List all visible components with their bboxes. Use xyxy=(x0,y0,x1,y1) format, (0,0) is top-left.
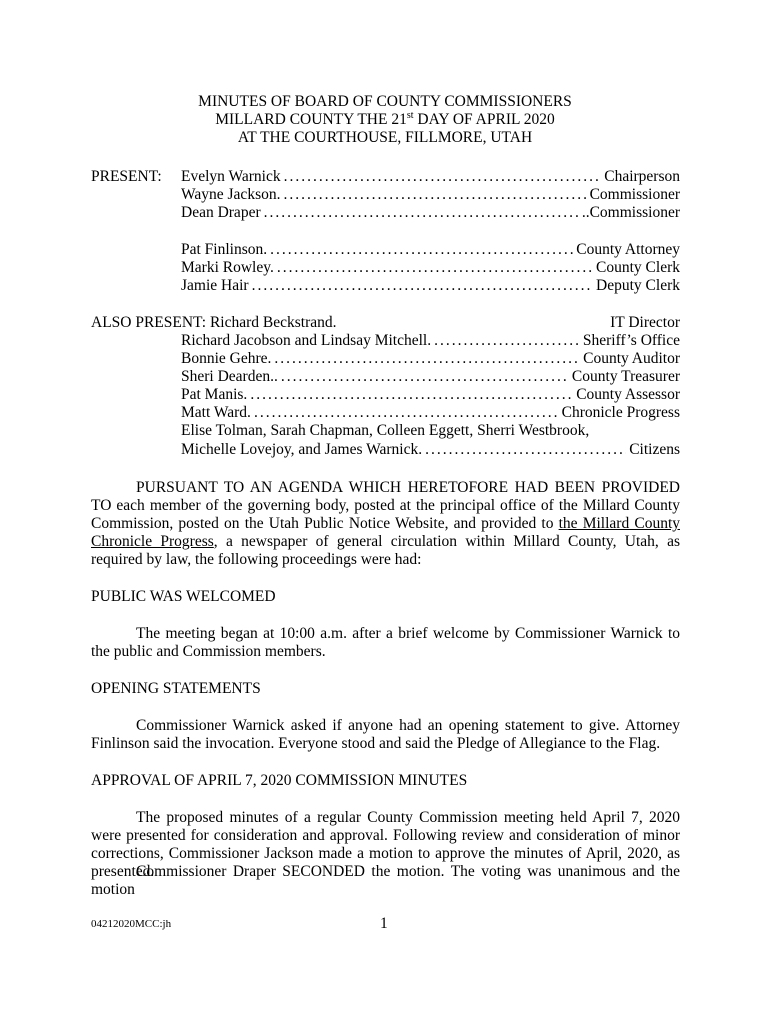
section-heading: OPENING STATEMENTS xyxy=(91,680,261,697)
header-line-2 xyxy=(0,111,770,129)
leader-dots xyxy=(277,259,593,277)
leader-dots xyxy=(264,204,579,222)
leader-dots xyxy=(270,241,573,259)
attendee-title: County Treasurer xyxy=(571,368,680,385)
section-paragraph xyxy=(91,863,680,899)
attendee-title: Citizens xyxy=(629,441,680,458)
attendee-name: Matt Ward. xyxy=(181,404,251,421)
header-line-2-date: MILLARD COUNTY THE 21 xyxy=(215,111,407,128)
agenda-paragraph xyxy=(91,479,680,569)
attendee-title: Chronicle Progress xyxy=(561,404,680,421)
attendee-name: Jamie Hair xyxy=(181,277,249,294)
attendee-name: Dean Draper xyxy=(181,204,261,221)
present-label: PRESENT: xyxy=(91,168,162,185)
attendee-title: County Assessor xyxy=(576,386,680,403)
attendee-name: Bonnie Gehre. xyxy=(181,350,272,367)
attendee-name: Pat Finlinson. xyxy=(181,241,268,258)
header-line-2-ordinal: st xyxy=(406,110,414,121)
leader-dots xyxy=(250,386,573,404)
page-number: 1 xyxy=(380,915,388,932)
attendee-title: Commissioner xyxy=(589,186,680,203)
approval-text: The proposed minutes of a regular County Commission meeting held April 7, 2020 were presented for consideration and approval. Following review and consideration of minor corrections, Commissioner Jackson made a motion to approve the minutes of April, 2020, as presented. xyxy=(91,809,680,880)
leader-dots xyxy=(252,277,593,295)
attendee-name: Michelle Lovejoy, and James Warnick. xyxy=(181,441,423,458)
attendee-title: County Auditor xyxy=(583,350,680,367)
leader-dots xyxy=(274,350,580,368)
attendee-title: Deputy Clerk xyxy=(596,277,680,294)
attendee-name: Wayne Jackson. xyxy=(181,186,281,203)
section-heading: APPROVAL OF APRIL 7, 2020 COMMISSION MINUTES xyxy=(91,772,468,789)
header-line-3: AT THE COURTHOUSE, FILLMORE, UTAH xyxy=(237,129,533,146)
also-present-row xyxy=(91,314,680,332)
section-heading: PUBLIC WAS WELCOMED xyxy=(91,588,276,605)
document-code: 04212020MCC:jh xyxy=(91,918,172,930)
leader-dots xyxy=(425,441,626,459)
also-present-label: ALSO PRESENT: xyxy=(91,314,207,331)
agenda-text-end: , a newspaper of general circulation within Millard County, Utah, as required by law, the following proceedings were had: xyxy=(91,533,680,568)
leader-dots xyxy=(284,168,602,186)
leader-dots xyxy=(283,186,586,204)
public-text: The meeting began at 10:00 a.m. after a brief welcome by Commissioner Warnick to the public and Commission members. xyxy=(91,625,680,660)
attendee-title: Chairperson xyxy=(604,168,680,185)
attendee-title: County Clerk xyxy=(596,259,680,276)
leader-dots xyxy=(281,368,569,386)
leader-dots xyxy=(434,332,580,350)
agenda-text: PURSUANT TO AN AGENDA WHICH HERETOFORE HAD BEEN PROVIDED TO each member of the governing body, posted at the principal office of the Millard County Commission, posted on the Utah Public Notice Website, and provided to xyxy=(91,479,680,532)
attendee-title: ..Commissioner xyxy=(581,204,680,221)
citizens-names: Elise Tolman, Sarah Chapman, Colleen Eggett, Sherri Westbrook, xyxy=(181,422,590,439)
newspaper-name: the Millard County Chronicle Progress xyxy=(91,515,680,550)
attendee-name: Evelyn Warnick xyxy=(181,168,281,185)
header-line-2-month: DAY OF APRIL 2020 xyxy=(413,111,555,128)
opening-text: Commissioner Warnick asked if anyone had an opening statement to give. Attorney Finlinson said the invocation. Everyone stood and said the Pledge of Allegiance to the Flag. xyxy=(91,717,680,752)
attendee-name: Pat Manis. xyxy=(181,386,248,403)
attendee-title: County Attorney xyxy=(576,241,680,258)
header-line-1: MINUTES OF BOARD OF COUNTY COMMISSIONERS xyxy=(198,93,572,110)
minutes-header xyxy=(0,93,770,147)
attendee-name: Richard Jacobson and Lindsay Mitchell. xyxy=(181,332,432,349)
leader-dots xyxy=(254,404,559,422)
approval-text-2: Commissioner Draper SECONDED the motion. The voting was unanimous and the motion xyxy=(91,863,680,898)
attendee-name: Marki Rowley. xyxy=(181,259,274,276)
attendee-name: Richard Beckstrand. xyxy=(209,314,337,331)
section-paragraph xyxy=(91,717,680,753)
attendee-name: Sheri Dearden.. xyxy=(181,368,278,385)
section-paragraph xyxy=(91,625,680,661)
attendee-title: Sheriff’s Office xyxy=(582,332,680,349)
attendee-title: IT Director xyxy=(610,314,680,331)
